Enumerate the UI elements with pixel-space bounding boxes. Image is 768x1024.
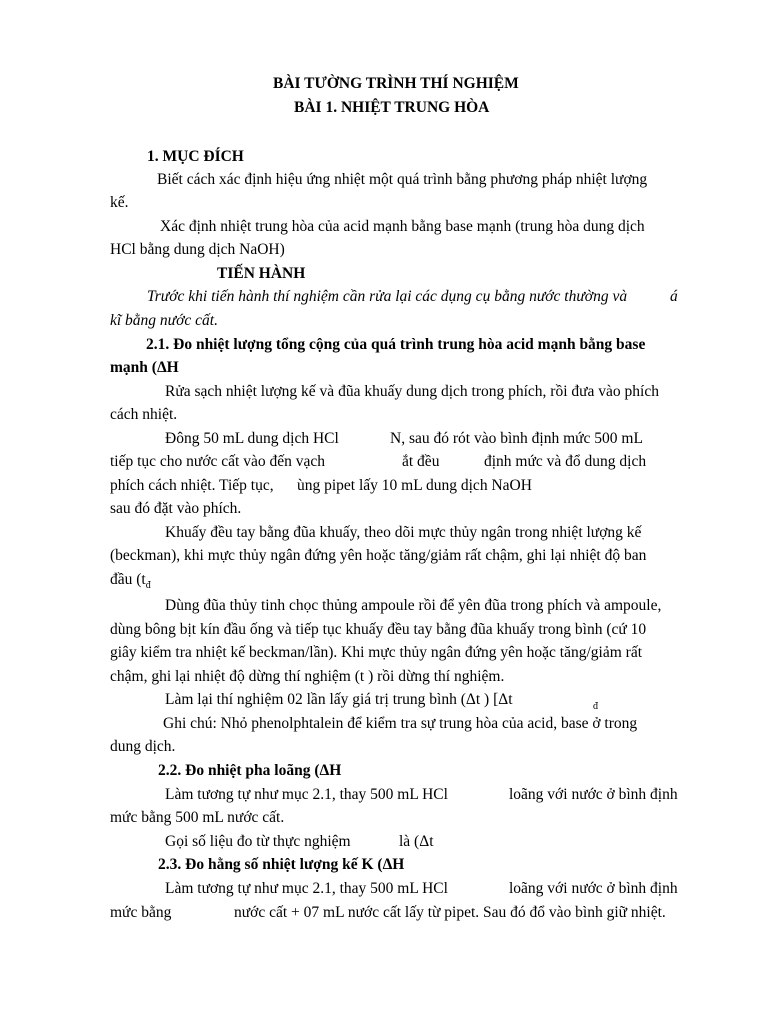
- s21-p2-line4: sau đó đặt vào phích.: [110, 500, 242, 517]
- s21-p1-line2: cách nhiệt.: [110, 406, 178, 423]
- s21-p4-line1: Dùng đũa thủy tinh chọc thủng ampoule rồi để yên đũa trong phích và ampoule,: [165, 597, 662, 614]
- doc-title: BÀI TƯỜNG TRÌNH THÍ NGHIỆM: [273, 75, 519, 92]
- s1-p1-line1: Biết cách xác định hiệu ứng nhiệt một quá trình bằng phương pháp nhiệt lượng: [157, 171, 648, 188]
- s21-p2-line1-a: Đông 50 mL dung dịch HCl: [165, 430, 339, 447]
- section-2-1-heading-line1: 2.1. Đo nhiệt lượng tổng cộng của quá trình trung hòa acid mạnh bằng base: [146, 336, 646, 353]
- s2-intro-line2: kĩ bằng nước cất.: [110, 312, 218, 329]
- s22-p1-line1-b: loãng với nước ở bình định: [509, 786, 678, 803]
- s23-p1-line1-b: loãng với nước ở bình định: [509, 880, 678, 897]
- s21-p4-line3: giây kiểm tra nhiệt kế beckman/lần). Khi mực thủy ngân đứng yên hoặc tăng/giảm rất: [110, 644, 643, 661]
- s1-p2-line1: Xác định nhiệt trung hòa của acid mạnh bằng base mạnh (trung hòa dung dịch: [160, 218, 645, 235]
- s22-p2-a: Gọi số liệu đo từ thực nghiệm: [165, 833, 351, 850]
- s21-p3-line1: Khuấy đều tay bằng đũa khuấy, theo dõi mực thủy ngân trong nhiệt lượng kế: [165, 524, 642, 541]
- s21-p4-line4: chậm, ghi lại nhiệt độ dừng thí nghiệm (t ) rồi dừng thí nghiệm.: [110, 668, 505, 685]
- s21-p2-line2-c: định mức và đổ dung dịch: [484, 453, 647, 470]
- section-2-1-heading-line2: mạnh (ΔH: [110, 359, 179, 376]
- s23-p1-line2-a: mức bằng: [110, 904, 172, 921]
- s1-p2-line2: HCl bằng dung dịch NaOH): [110, 241, 285, 258]
- s23-p1-line2-b: nước cất + 07 mL nước cất lấy từ pipet. Sau đó đổ vào bình giữ nhiệt.: [234, 904, 666, 921]
- s21-p4-line2: dùng bông bịt kín đầu ống và tiếp tục khuấy đều tay bằng đũa khuấy trong bình (cứ 10: [110, 621, 647, 638]
- s21-p3-line3-text: đầu (t: [110, 571, 146, 588]
- section-1-heading: 1. MỤC ĐÍCH: [147, 148, 244, 165]
- section-2-3-heading: 2.3. Đo hằng số nhiệt lượng kế K (ΔH: [158, 856, 405, 873]
- s21-p3-line3: [110, 570, 151, 596]
- subscript-d: đ: [145, 580, 151, 592]
- s22-p1-line1-a: Làm tương tự như mục 2.1, thay 500 mL HCl: [165, 786, 448, 803]
- s21-p2-line3-a: phích cách nhiệt. Tiếp tục,: [110, 477, 274, 494]
- s22-p2-b: là (Δt: [399, 833, 434, 850]
- s21-p2-line1-b: N, sau đó rót vào bình định mức 500 mL: [390, 430, 643, 447]
- s21-p5-subscript: đ: [593, 701, 598, 712]
- s21-p3-line2: (beckman), khi mực thủy ngân đứng yên hoặc tăng/giảm rất chậm, ghi lại nhiệt độ ban: [110, 547, 647, 564]
- section-2-heading: TIẾN HÀNH: [217, 265, 306, 282]
- s21-p2-line2-a: tiếp tục cho nước cất vào đến vạch: [110, 453, 325, 470]
- s1-p1-line2: kế.: [110, 194, 129, 211]
- s22-p1-line2: mức bằng 500 mL nước cất.: [110, 809, 285, 826]
- s2-intro-line1-end: á: [670, 288, 678, 305]
- s21-note-line1: Ghi chú: Nhỏ phenolphtalein để kiểm tra sự trung hòa của acid, base ở trong: [163, 715, 638, 732]
- s21-p2-line2-b: ắt đều: [402, 453, 440, 470]
- s21-note-line2: dung dịch.: [110, 738, 176, 755]
- doc-subtitle: BÀI 1. NHIỆT TRUNG HÒA: [294, 99, 490, 116]
- s21-p1-line1: Rửa sạch nhiệt lượng kế và đũa khuấy dung dịch trong phích, rồi đưa vào phích: [165, 383, 659, 400]
- s23-p1-line1-a: Làm tương tự như mục 2.1, thay 500 mL HCl: [165, 880, 448, 897]
- section-2-2-heading: 2.2. Đo nhiệt pha loãng (ΔH: [158, 762, 342, 779]
- s2-intro-line1: Trước khi tiến hành thí nghiệm cần rửa lại các dụng cụ bằng nước thường và: [147, 288, 628, 305]
- s21-p5: Làm lại thí nghiệm 02 lần lấy giá trị trung bình (Δt ) [Δt: [165, 691, 513, 708]
- s21-p2-line3-b: ùng pipet lấy 10 mL dung dịch NaOH: [297, 477, 532, 494]
